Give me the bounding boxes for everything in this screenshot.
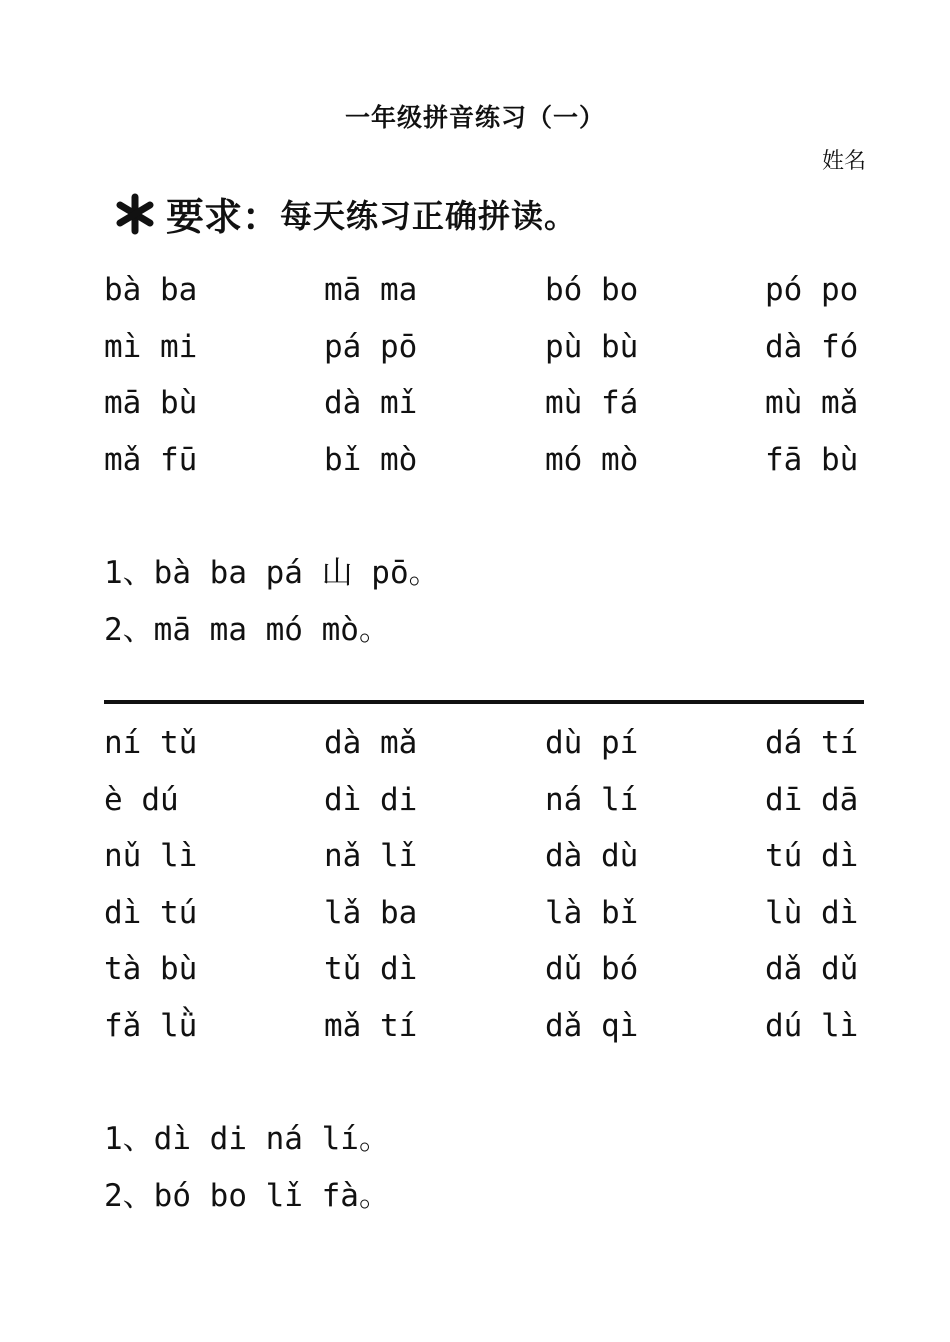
sentence: 1、dì di ná lí。 <box>104 1121 390 1157</box>
pinyin-cell: dī dā <box>765 781 859 818</box>
sentence: 1、bà ba pá 山 pō。 <box>104 555 440 591</box>
sentence: 2、bó bo lǐ fà。 <box>104 1178 390 1214</box>
pinyin-cell: mǎ tí <box>324 1007 418 1044</box>
pinyin-cell: dǎ dǔ <box>765 951 859 988</box>
sentences-2 <box>104 1119 390 1233</box>
pinyin-cell: dì tú <box>104 894 198 931</box>
pinyin-cell: bà ba <box>104 272 198 308</box>
pinyin-cell: dǎ qì <box>545 1007 639 1044</box>
pinyin-cell: pù bù <box>545 328 639 365</box>
sentence: 2、mā ma mó mò。 <box>104 612 390 648</box>
pinyin-cell: pó po <box>765 272 859 308</box>
pinyin-cell: pá pō <box>324 328 418 365</box>
pinyin-cell: mā ma <box>324 272 418 308</box>
pinyin-cell: ní tǔ <box>104 725 198 761</box>
pinyin-cell: bǐ mò <box>324 441 418 478</box>
requirement-label: 要求： <box>166 195 281 239</box>
pinyin-cell: ná lí <box>545 781 639 818</box>
asterisk-star-icon <box>112 191 158 237</box>
pinyin-cell: bó bo <box>545 272 639 308</box>
pinyin-cell: mó mò <box>545 441 639 478</box>
pinyin-cell: dà mǎ <box>324 725 418 761</box>
pinyin-cell: là bǐ <box>545 894 639 931</box>
pinyin-cell: mì mi <box>104 328 198 365</box>
pinyin-cell: dà fó <box>765 328 859 365</box>
pinyin-cell: lǎ ba <box>324 894 418 931</box>
pinyin-cell: dú lì <box>765 1007 859 1044</box>
pinyin-cell: tú dì <box>765 838 859 875</box>
pinyin-cell: dà dù <box>545 838 639 875</box>
pinyin-cell: nǎ lǐ <box>324 838 418 875</box>
pinyin-cell: lù dì <box>765 894 859 931</box>
pinyin-cell: tǔ dì <box>324 951 418 988</box>
pinyin-cell: tà bù <box>104 951 198 988</box>
pinyin-cell: mǎ fū <box>104 441 198 478</box>
pinyin-cell: è dú <box>104 781 179 818</box>
pinyin-cell: dì di <box>324 781 418 818</box>
pinyin-cell: nǔ lì <box>104 838 198 875</box>
sentences-1 <box>104 553 440 667</box>
page-title: 一年级拼音练习（一） <box>344 103 605 132</box>
pinyin-cell: mù mǎ <box>765 385 859 422</box>
pinyin-cell: fǎ lǜ <box>104 1007 198 1044</box>
requirement-line <box>112 186 577 241</box>
pinyin-cell: mù fá <box>545 385 639 422</box>
pinyin-cell: dá tí <box>765 725 859 761</box>
section-divider <box>104 700 864 704</box>
pinyin-cell: fā bù <box>765 441 859 478</box>
pinyin-cell: mā bù <box>104 385 198 422</box>
pinyin-cell: dù pí <box>545 725 639 761</box>
requirement-text: 每天练习正确拼读。 <box>280 196 578 235</box>
pinyin-cell: dà mǐ <box>324 385 418 422</box>
name-label: 姓名 <box>822 149 867 174</box>
pinyin-cell: dǔ bó <box>545 951 639 988</box>
